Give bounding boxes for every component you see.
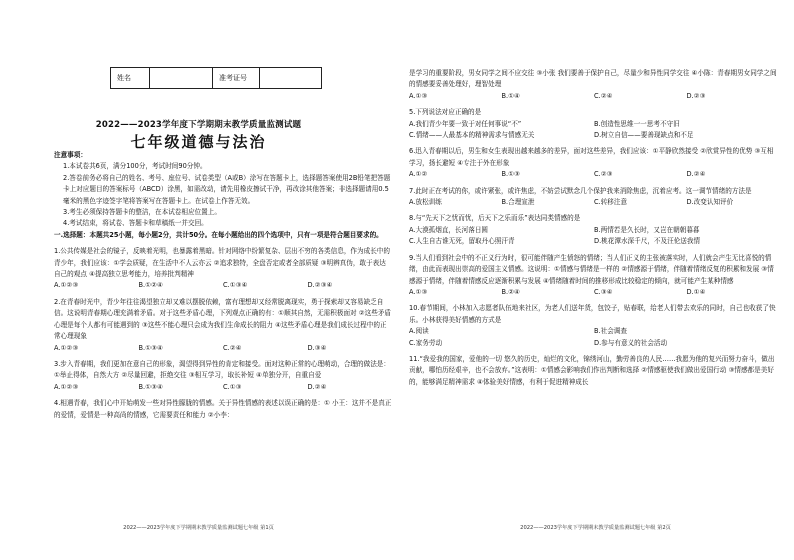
question-1: 1.公共传媒是社会的镜子，反映着光明，也暴露着黑暗。针对网络中纷繁复杂、层出不穷的各类信息，作为成长中的青少年，我们应该：①学会质疑，在生活中不人云亦云 ②追求独特，全盘否定或者全部质疑 ③明辨真伪，敢于表达自己的观点 ④提高独立思考能力，培养批判精神 (54, 247, 390, 279)
option-d: D.桃花潭水深千尺，不及汪伦送我情 (594, 237, 701, 246)
option-d: D.改变认知评价 (686, 198, 734, 207)
option-c: C.②④ (223, 343, 242, 352)
question-3-options (54, 382, 392, 393)
option-a: A.①③ (409, 287, 428, 296)
question-5: 5.下列说法对应正确的是 (409, 108, 482, 117)
right-content (409, 68, 779, 388)
option-c: C.转移注意 (594, 198, 628, 207)
question-2-options (54, 343, 392, 354)
option-c: C.情绪——人最基本的精神需求与情感无关 (409, 131, 535, 140)
notice-title: 注意事项： (54, 151, 87, 159)
question-11: 11.“我爱我的国家，爱他的一切 悠久的历史，灿烂的文化，锦绣河山，勤劳善良的人民……我愿为他的复兴而努力奋斗，做出贡献，哪怕历经艰辛，也不会放弃。”这表明：①情感会影响我们作出判断和选择 ②情感驱使我们做出爱国行动 ③情感都是美好的，能够满足精神需求 ④体验美好情感，有利于促进精神成长 (409, 354, 775, 386)
question-4-cont: 是学习的重要阶段，男女同学之间不应交往 ③小张 我们要善于保护自己，尽量少和异性同学交往 ④小陈：青春期男女同学之间的情感要妥善处理好，理智处理 (409, 69, 777, 89)
option-b: B.①③ (501, 170, 520, 179)
notice-4: 4.考试结束，将试卷、答题卡和草稿纸一并交回。 (63, 219, 208, 228)
option-d: D.③④ (307, 343, 327, 352)
question-8-options-cd (409, 236, 779, 247)
question-9: 9.当人们看到社会中的不正义行为时，很可能伴随产生愤怒的情绪；当人们正义的主张被落实时，人们就会产生无比喜悦的情绪，由此而表现出崇高的爱国主义情感。这说明：①情感与情绪是一样的 ②情感源于情绪，伴随着情绪反复的积累和发展 ③情感源于情绪，伴随着情感反应逐渐积累与发展 ④情绪随着时间的推移形成比较稳定的倾向，就可能产生某种情感 (409, 253, 774, 285)
option-b: B.社会调查 (594, 327, 627, 336)
option-d: D.②④ (686, 170, 706, 179)
option-b: B.①②④ (138, 281, 163, 290)
question-10: 10.春节期间，小林加入志愿者队伍地来社区，为老人们送年货，包饺子，贴春联，给老人们带去欢乐的同时，自己也收获了快乐。小林获得美好情感的方式是 (409, 304, 776, 324)
notice-1: 1.本试卷共6页，满分100分，考试时间90分钟。 (63, 162, 207, 171)
option-b: B.创造性思维一一思考不守旧 (594, 119, 680, 128)
option-a: A.①②③ (54, 382, 79, 391)
option-b: B.②④ (501, 287, 520, 296)
question-8-options-ab (409, 225, 779, 236)
option-a: A.大漠孤烟直，长河落日圆 (409, 225, 489, 234)
question-2: 2.在青春时光中，青少年往往渴望独立却又难以摆脱依赖，富有理想却又经常脱离现实，勇于探索却又容易缺乏自信。这说明青春期心理充满着矛盾。对于这些矛盾心理，下列观点正确的有：①顺其自然，无需积极面对 ②这些矛盾心理是每个人都有可能遇到的 ③这些不能心理只会成为我们生命成长的阻力 ④这些矛盾心理是我们成长过程中的正常心理现象 (54, 297, 392, 341)
subject-title: 七年级道德与法治 (130, 133, 267, 151)
notice-2: 2.答卷前务必将自己的姓名、考号、座位号、试卷类型（A或B）涂写在答题卡上，选择题答案使用2B铅笔把答题卡上对应题目的答案标号（ABCD）涂黑，如需改动，请先用橡皮擦试干净，再改涂其他答案；非选择题请用0.5毫米的黑色字迹签字笔将答案写在答题卡上。在试卷上作答无效。 (63, 173, 391, 205)
option-a: A.我们青少年要一致于对任何事说“不” (409, 119, 522, 128)
right-page (397, 0, 794, 560)
right-footer: 2022——2023学年度下学期期末教学质量监测试题七年级 第2页 (520, 525, 671, 531)
option-d: D.参与有意义的社会活动 (594, 338, 668, 347)
option-b: B.①③④ (138, 382, 163, 391)
student-info-box (110, 67, 322, 89)
option-a: A.①③ (409, 91, 428, 100)
question-6: 6.迅入青春期以后，男生和女生表现出越来越多的差异，面对这些差异，我们应该：①平静欣然接受 ②欣赏异性的优势 ③互相学习，扬长避短 ④专注于外在形象 (409, 147, 774, 167)
option-c: C.②④ (594, 91, 613, 100)
option-c: C.人生自古谁无死，留取丹心照汗青 (409, 237, 515, 246)
name-field (150, 68, 213, 88)
name-label: 姓名 (111, 68, 150, 88)
option-d: D.①④ (686, 287, 706, 296)
section-title: 一.选择题：本题共25小题，每小题2分，共计50分。在每小题给出的四个选项中，只有一项是符合题目要求的。 (54, 230, 383, 239)
option-d: D.②③ (686, 91, 706, 100)
notice-3: 3.考生必须保持答题卡的整洁，在本试卷相应位置上。 (63, 208, 221, 217)
option-d: D.树立自信——要善现缺点和不足 (594, 131, 694, 140)
question-9-options (409, 287, 779, 298)
option-b: B.①④ (501, 91, 520, 100)
question-7: 7.此时正在考试的你，或许紧张，或许焦虑，不妨尝试默念几个保护我来消除焦虑，沉着应考。这一调节情绪的方法是 (409, 186, 752, 195)
option-a: A.放松训练 (409, 198, 442, 207)
question-10-options-cd (409, 338, 779, 349)
option-c: C.②③ (594, 170, 613, 179)
exam-id-label: 准考证号 (213, 68, 260, 88)
option-c: C.①③④ (223, 281, 248, 290)
exam-title: 2022——2023学年度下学期期末教学质量监测试题 (95, 120, 302, 130)
question-5-options-ab (409, 119, 779, 130)
question-10-options-ab (409, 326, 779, 337)
option-c: C.①③ (223, 382, 242, 391)
question-4: 4.相遇青春，我们心中开始萌发一些对异性朦胧的情感。关于异性情感的表述以误正确的是：① 小王：这并不是真正的爱情，爱情是一种高尚的情感，它需要责任和能力 ②小李： (54, 399, 392, 419)
option-a: A.阅读 (409, 327, 429, 336)
question-8: 8.与“先天下之忧而忧，后天下之乐而乐”表达同类情感的是 (409, 214, 581, 223)
left-footer: 2022——2023学年度下学期期末教学质量监测试题七年级 第1页 (123, 525, 274, 531)
option-c: C.家务劳动 (409, 338, 443, 347)
question-1-options (54, 280, 392, 291)
question-3: 3.步入青春期，我们更加在意自己的形象，渴望得到异性的肯定和接受。面对这种正常的心理萌动，合理的做法是：①举止得体，自然大方 ②尽量回避，拒绝交往 ③相互学习，取长补短 ④单独分开，自重自爱 (54, 359, 390, 380)
option-b: B.合理宣泄 (501, 198, 535, 207)
option-a: A.①②③ (54, 281, 79, 290)
option-d: D.②③④ (307, 281, 333, 290)
exam-id-field (260, 68, 321, 88)
option-b: B.①③④ (138, 343, 163, 352)
option-a: A.①②③ (54, 343, 79, 352)
question-4-options (409, 91, 779, 102)
option-d: D.②④ (307, 382, 327, 391)
question-7-options (409, 197, 779, 208)
question-6-options (409, 169, 779, 180)
question-5-options-cd (409, 130, 779, 141)
option-a: A.①② (409, 170, 428, 179)
option-b: B.两情若是久长时，又岂在朝朝暮暮 (594, 225, 700, 234)
left-content (54, 150, 392, 421)
option-c: C.③④ (594, 287, 613, 296)
